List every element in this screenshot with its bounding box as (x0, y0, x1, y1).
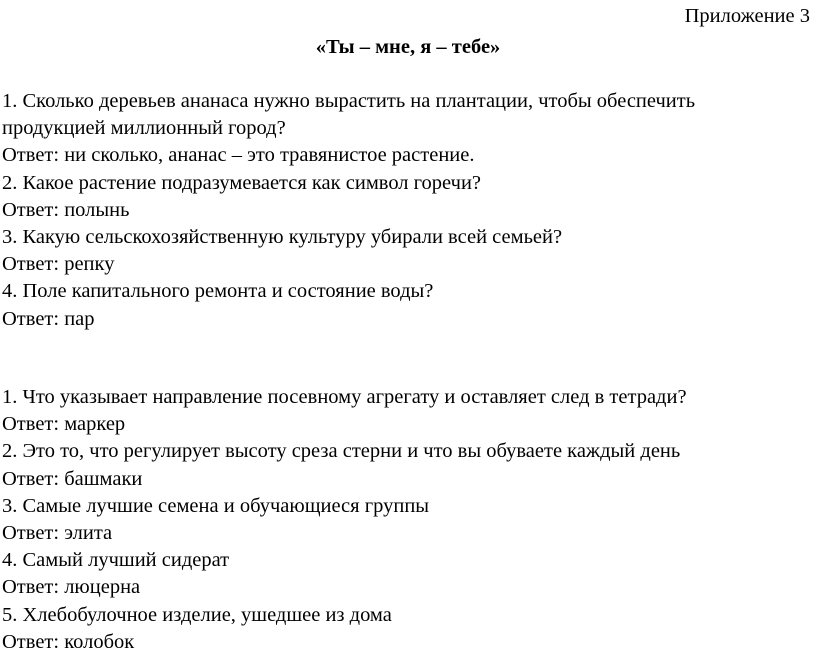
question-1-line-1: 1. Сколько деревьев ананаса нужно вырастить на плантации, чтобы обеспечить (2, 90, 696, 112)
appendix-label: Приложение 3 (684, 5, 810, 27)
answer-4: Ответ: люцерна (2, 576, 141, 599)
question-1: 1. Что указывает направление посевному агрегату и оставляет след в тетради? (2, 386, 687, 408)
question-block-1 (2, 88, 814, 333)
answer-3: Ответ: репку (2, 253, 115, 276)
question-3: 3. Самые лучшие семена и обучающиеся группы (2, 494, 430, 517)
answer-3: Ответ: элита (2, 522, 113, 545)
answer-1: Ответ: ни сколько, ананас – это травянистое растение. (2, 144, 475, 167)
question-block-2 (2, 384, 814, 656)
answer-2: Ответ: башмаки (2, 467, 143, 490)
question-2: 2. Это то, что регулирует высоту среза стерни и что вы обуваете каждый день (2, 440, 681, 463)
answer-2: Ответ: полынь (2, 198, 130, 221)
question-2: 2. Какое растение подразумевается как символ горечи? (2, 171, 482, 194)
answer-5: Ответ: колобок (2, 630, 135, 653)
question-5: 5. Хлебобулочное изделие, ушедшее из дома (2, 603, 392, 626)
question-3: 3. Какую сельскохозяйственную культуру убирали всей семьей? (2, 226, 563, 249)
question-4: 4. Поле капитального ремонта и состояние воды? (2, 280, 434, 303)
document-title: «Ты – мне, я – тебе» (315, 36, 501, 58)
answer-1: Ответ: маркер (2, 413, 126, 436)
question-4: 4. Самый лучший сидерат (2, 549, 230, 572)
answer-4: Ответ: пар (2, 307, 95, 330)
question-1-line-2: продукцией миллионный город? (2, 117, 286, 140)
